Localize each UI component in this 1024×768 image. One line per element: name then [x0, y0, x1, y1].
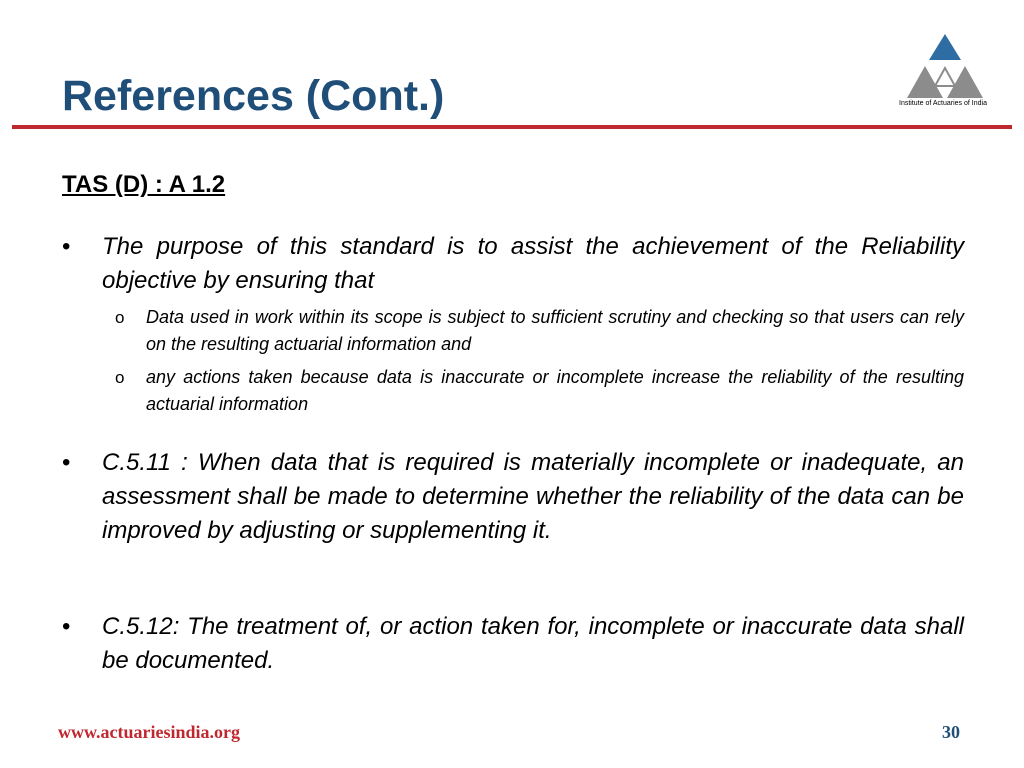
logo-top-triangle	[929, 34, 961, 60]
sub-bullet-text: any actions taken because data is inaccurate or incomplete increase the reliability of the resulting actuarial information	[146, 367, 964, 414]
logo-center-triangle	[935, 68, 955, 86]
sub-bullet-marker: o	[115, 368, 125, 387]
bullet-marker: •	[62, 449, 71, 476]
bullet-text: C.5.12: The treatment of, or action taken for, incomplete or inaccurate data shall be documented.	[102, 613, 964, 674]
sub-bullet-marker: o	[115, 308, 125, 327]
sub-bullet-text: Data used in work within its scope is subject to sufficient scrutiny and checking so that users can rely on the resulting actuarial information and	[146, 307, 964, 354]
logo-caption: Institute of Actuaries of India	[899, 100, 987, 107]
bullet-text: The purpose of this standard is to assist the achievement of the Reliability objective by ensuring that	[102, 233, 964, 294]
bullet-marker: •	[62, 613, 71, 640]
section-subheading: TAS (D) : A 1.2	[62, 171, 226, 198]
bullet-text: C.5.11 : When data that is required is materially incomplete or inadequate, an assessment shall be made to determine whether the reliability of the data can be improved by adjusting or supplementing it.	[102, 449, 964, 544]
page-number: 30	[942, 722, 960, 742]
footer-website-link[interactable]: www.actuariesindia.org	[58, 722, 240, 742]
bullet-marker: •	[62, 233, 71, 260]
slide-title: References (Cont.)	[62, 72, 445, 120]
title-divider	[12, 125, 1012, 129]
